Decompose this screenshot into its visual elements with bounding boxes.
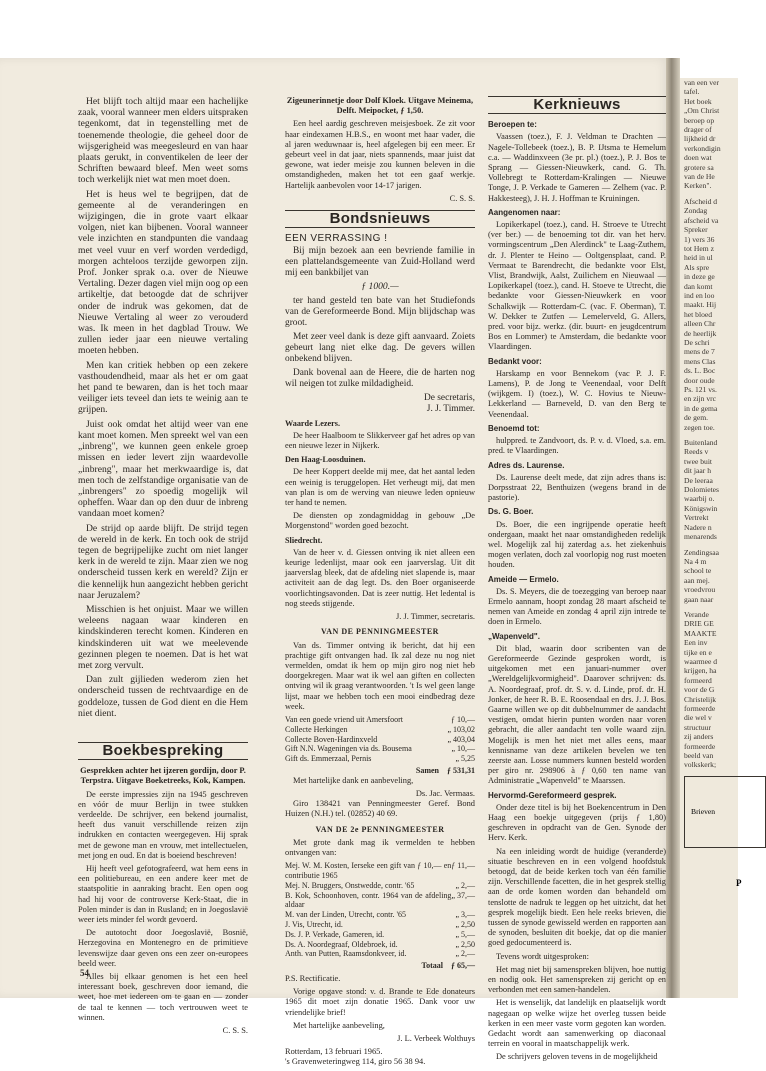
boek-paragraph-3: Alles bij elkaar genomen is het een heel interessant boek, geschreven door iemand, die weet, hoe met iedereen om te gaan en — zonder de taal te kennen — toch vertrouwen weet te winnen. [78, 972, 248, 1022]
adjacent-line: formeerde [684, 704, 716, 713]
adjacent-line: door oude [684, 375, 715, 385]
penning-line-row [285, 744, 475, 754]
boek-review [78, 790, 248, 1023]
adjacent-line: formeerde [684, 741, 716, 751]
aangenomen-title: Aangenomen naar: [488, 207, 561, 217]
penning2-line-row [285, 910, 475, 920]
ameide-title: Ameide — Ermelo. [488, 574, 559, 584]
boer-p: Ds. Boer, die een ingrijpende operatie heeft ondergaan, maakt het naar omstandigheden redelijk wel. Mogelijk zal hij zaterdag a.s. het ziekenhuis mogen verlaten, doch zal voorlopig nog rust moeten houden. [488, 519, 666, 570]
adjacent-line: Het boek [684, 96, 712, 106]
adjacent-line: structuur [684, 722, 711, 732]
loosduinen-title: Den Haag-Loosduinen. [285, 455, 366, 465]
hervormd-paragraph-4: Het is wenselijk, dat landelijk en plaatselijk wordt nagegaan op welke wijze het overleg tussen beide kerken in een meer vaste vorm gegoten kan worden. Gedacht wordt aan samenwerking op diaconaal terrein en vooral in maatschappelijk werk. [488, 998, 666, 1049]
siedrecht-sign: J. J. Timmer, secretaris. [396, 612, 475, 622]
ameide-p: Ds. S. Meyers, die de toezegging van beroep naar Ermelo aannam, hoopt zondag 28 maart afscheid te nemen van Ameide en zondag 4 april zijn intrede te doen in Ermelo. [488, 586, 666, 627]
col1-paragraph-6: Dan zult gijlieden wederom zien het onderscheid tussen de rechtvaardige en de goddeloze, tussen de God dient en die Hem niet dient. [78, 674, 248, 719]
adjacent-line: vroedvrou [684, 585, 716, 595]
waarde-title: Waarde Lezers. [285, 418, 341, 428]
adjacent-line: grotere sa [684, 162, 714, 172]
adjacent-page-box [684, 776, 766, 848]
adjacent-line: het bloed [684, 309, 713, 319]
waarde-p: De heer Haalboom te Slikkerveer gaf het adres op van een nieuwe lezer in Nijkerk. [285, 430, 475, 451]
hervormd-paragraph-5: De schrijvers geloven tevens in de mogelijkheid [496, 1052, 658, 1062]
penning2-line-label: Ds. J. P. Verkade, Gameren, id. [285, 929, 385, 939]
penning-thanks: Met hartelijke dank en aanbeveling, [293, 775, 414, 785]
adjacent-line: heid in ul [684, 253, 713, 263]
benoemd-p: hulppred. te Zandvoort, ds. P. v. d. Vloed, s.a. em. pred. te Vlaardingen. [488, 436, 666, 456]
beroepen-p: Vaassen (toez.), F. J. Veldman te Drachten — Nagele-Tollebeek (toez.), B. P. IJtsma te Hemelum c.a. — Waddinxveen (3e pr. pl.) (toez.), P. J. Bos te Sprang — Giessen-Nieuwkerk, cand. G. Th. Vollebregt te Rotterdam-Kralingen — Nieuwe Tonge, J. P. Verkade te Gameren — Zelhem (vac. P. Hakkesteeg), J. H. J. Hoffman te Kruiningen. [488, 132, 666, 203]
adjacent-line: Een inv [684, 638, 708, 648]
verrassing-title: EEN VERRASSING ! [285, 233, 388, 245]
hervormd-paragraph-0: Onder deze titel is bij het Boekencentrum in Den Haag een boekje uitgegeven (prijs ƒ 1,80) geschreven in opdracht van de Gen. Synode der Herv. Kerk. [488, 802, 666, 843]
column-1 [78, 96, 248, 1039]
penning-line-label: Gift N.N. Wageningen via ds. Bousema [285, 744, 412, 754]
bondsnieuws-heading: Bondsnieuws [285, 210, 475, 228]
penning-line-value: „ 403,04 [447, 734, 475, 744]
penning-line-label: Gift ds. Emmerzaal, Pernis [285, 754, 372, 764]
verrassing-amount: ƒ 1000.— [361, 281, 399, 293]
column-2 [285, 96, 475, 1071]
loosduinen-p1: De heer Koppert deelde mij mee, dat het aantal leden een weinig is teruggelopen. Het verheugt mij, dat men van plan is om de werving van nieuwe leden opnieuw ter hand te nemen. [285, 467, 475, 508]
zigeuner-sign: C. S. S. [449, 193, 475, 203]
adjacent-line: De leeraa [684, 475, 713, 485]
bedankt-title: Bedankt voor: [488, 356, 542, 366]
adjacent-line: van de He [684, 172, 715, 182]
penning-line-label: Collecte Herkingen [285, 724, 348, 734]
adjacent-line: afscheid va [684, 215, 719, 225]
column-3 [488, 96, 666, 1066]
penning2-line-row [285, 940, 475, 950]
ps-text: Vorige opgave stond: v. d. Brande te Ede donateurs 1965 dit moet zijn donatie 1965. Dank voor uw vriendelijke brief! [285, 987, 475, 1017]
penning-line-row [285, 715, 475, 725]
adjacent-line: dit jaar h [684, 466, 711, 476]
bedankt-p: Harskamp en voor Bennekom (vac P. J. F. Lamens), P. de Jong te Veenendaal, voor Delft (wijkgem. I) (toez.), W. C. Hovius te Nieuw-Lekkerland — Barneveld, D. van den Berg te Veenendaal. [488, 368, 666, 419]
adjacent-line: Verande [684, 609, 709, 619]
adjacent-line: menarends [684, 532, 717, 542]
adres-p: Ds. Laurense deelt mede, dat zijn adres thans is: Dorpsstraat 22, Benthuizen (wegens brand in de pastorie). [488, 472, 666, 503]
adjacent-line: lijkheid dr [684, 134, 716, 144]
adjacent-line: ind en loo [684, 290, 715, 300]
adjacent-line: beroep op [684, 115, 715, 125]
hervormd-paragraph-3: Het mag niet bij samenspreken blijven, hoe nuttig en nodig ook. Het samenspreken zij gericht op en verbonden met een samen-handelen. [488, 964, 666, 995]
adjacent-line: aan mej. [684, 575, 710, 585]
penning2-total-label: Totaal [421, 961, 443, 971]
ps-date: Rotterdam, 13 februari 1965. [285, 1047, 383, 1057]
adjacent-line: Spreker [684, 225, 708, 235]
penning2-line-value: ƒ 11,— [451, 861, 475, 871]
penning2-line-row [285, 861, 475, 881]
penning2-line-label: Mej. W. M. Kosten, Ierseke een gift van ƒ 10,— en contributie 1965 [285, 861, 452, 880]
adjacent-line: de heerlijk [684, 328, 717, 338]
adjacent-line: voor de G [684, 685, 715, 695]
penning2-total-row [285, 961, 475, 971]
adjacent-line: tafel. [684, 87, 700, 97]
hervormd-title: Hervormd-Gereformeerd gesprek. [488, 790, 617, 800]
page-number: 54 [80, 968, 89, 978]
adjacent-line: formeerd [684, 675, 712, 685]
adjacent-line: Dolomietes [684, 485, 720, 495]
boek-paragraph-0: De eerste impressies zijn na 1945 geschreven en vóór de muur Berlijn in twee stukken verdeelde. De schrijver, een bekend journalist, heeft dus vanuit verschillende reizen zijn indrukken en contacten weergegeven. Hij sprak met de gewone man en vrouw, met intellectuelen, met jong en oud. En dat is boeiend beschreven! [78, 789, 248, 860]
penning-total: ƒ 531,31 [447, 765, 475, 775]
verrassing-p3: Met zeer veel dank is deze gift aanvaard. Zoiets gebeurt lang niet elke dag. De gevers willen onbekend blijven. [285, 331, 475, 364]
adjacent-line: waarbij o. [684, 494, 715, 504]
adjacent-line: ds. L. Boc [684, 366, 716, 376]
penning-line-row [285, 754, 475, 764]
hervormd-article [488, 803, 666, 1063]
penning2-line-value: „ 2,50 [455, 919, 475, 929]
penning2-line-row [285, 949, 475, 959]
kerknieuws-heading: Kerknieuws [488, 96, 666, 114]
adjacent-line: dan komt [684, 281, 713, 291]
penning2-line-value: „ 5,— [455, 929, 475, 939]
adjacent-line: Buitenland [684, 438, 718, 448]
penning2-line-label: Anth. van Putten, Raamsdonkveer, id. [285, 949, 407, 959]
adjacent-line: Als spre [684, 262, 710, 272]
boer-title: Ds. G. Boer. [488, 507, 534, 517]
adjacent-line: Kerken". [684, 181, 712, 191]
penning2-line-label: J. Vis, Utrecht, id. [285, 919, 343, 929]
boek-paragraph-2: De autotocht door Joegoslavië, Bosnië, Herzegovina en Montenegro en de primitieve levenswijze daar geven ons een zeer on-europees beeld weer. [78, 928, 248, 968]
adjacent-line: en zijn vrc [684, 394, 717, 404]
adjacent-line: Königswin [684, 503, 718, 513]
adjacent-line: tot Hem z [684, 243, 714, 253]
penning2-line-value: „ 2,— [455, 949, 475, 959]
penning2-line-label: M. van der Linden, Utrecht, contr. '65 [285, 910, 406, 920]
col1-paragraph-3: Juist ook omdat het altijd weer van ene kant moet komen. Men spreekt wel van een „inbreng", we kunnen geen enkele groep missen en ieder levert zijn waardevolle „inbreng", maar het merkwaardige is, dat men toch de zelfstandige organisatie van de „inbrengers" zo spoedig mogelijk wil opheffen. Waar dan op den duur de inbreng vandaan moet komen? [78, 418, 248, 520]
penning2-line-label: Mej. N. Bruggers, Onstwedde, contr. '65 [285, 880, 415, 890]
verrassing-p2: ter hand gesteld ten bate van het Studiefonds van de Gereformeerde Bond. Mijn blijdschap was groot. [285, 295, 475, 328]
penning2-line-value: „ 2,— [455, 880, 475, 890]
boekbespreking-heading: Boekbespreking [78, 742, 248, 760]
adjacent-line: „Om Christ [684, 106, 720, 116]
adjacent-line: alleen Chr [684, 319, 716, 329]
adjacent-line: in de gema [684, 403, 718, 413]
penning2-line-value: „ 37,— [451, 890, 475, 900]
adjacent-line: Zondag [684, 206, 708, 216]
wapenveld-title: „Wapenveld". [488, 631, 540, 641]
penning-total-label: Samen [415, 765, 439, 775]
adjacent-line: Christelijk [684, 694, 717, 704]
penning-heading: VAN DE PENNINGMEESTER [321, 627, 439, 637]
penning2-heading: VAN DE 2e PENNINGMEESTER [315, 824, 445, 834]
adjacent-line: krijgen, ha [684, 666, 717, 676]
verrassing-p4: Dank bovenal aan de Heere, die de harten nog wil neigen tot zulke mildadigheid. [285, 367, 475, 389]
penning-line-value: „ 103,02 [447, 724, 475, 734]
penning-line-row [285, 725, 475, 735]
penning2-line-row [285, 881, 475, 891]
adjacent-line: gaan naar [684, 594, 714, 604]
boek-sign: C. S. S. [222, 1026, 248, 1036]
adjacent-line: zij anders [684, 732, 714, 742]
siedrecht-p: Van de heer v. d. Giessen ontving ik niet alleen een keurige ledenlijst, maar ook een jaarverslag. Uit dit jaarverslag bleek, dat de afdeling niet slapende is, maar activiteit aan de dag legt. Ds. den Boer organiseerde voorlichtingsavonden. Dat is zeer nuttig. Het ledental is nog steeds stijgende. [285, 547, 475, 608]
col1-paragraph-4: De strijd op aarde blijft. De strijd tegen de wereld in de kerk. En toch ook de strijd tegen de begrijpelijke zucht om niet langer kerk in de wereld te zijn. Maar zien we nog onderscheid tussen kerk en wereld? Zijn er die kennelijk hun aangezicht hebben gericht naar Jeruzalem? [78, 522, 248, 601]
penning2-line-row [285, 930, 475, 940]
ps-thanks: Met hartelijke aanbeveling, [293, 1020, 385, 1030]
adjacent-line: school te [684, 566, 712, 576]
adjacent-line: de gem. [684, 413, 709, 423]
adjacent-line: die wel v [684, 713, 712, 723]
penning-total-row [285, 766, 475, 776]
penning-line-label: Collecte Boven-Hardinxveld [285, 734, 378, 744]
penning2-line-value: „ 2,50 [455, 939, 475, 949]
adjacent-line: Na 4 m [684, 556, 707, 566]
penning-line-label: Van een goede vriend uit Amersfoort [285, 714, 403, 724]
adjacent-page [680, 78, 742, 998]
benoemd-title: Benoemd tot: [488, 423, 540, 433]
adjacent-line: drager of [684, 125, 712, 135]
col1-paragraph-0: Het blijft toch altijd maar een hachelijke zaak, vooral wanneer men elders uitspraken tegenkomt, dat in tegenstelling met de toenemende theologie, die geheel door de wijsgerigheid was meegesleurd en van haar plaats gerukt, in conventikelen de leer der Schriften bewaard bleef. Men weet soms toch werkelijk niet wat men moet doen. [78, 96, 248, 186]
adjacent-line: De schri [684, 337, 710, 347]
verrassing-p1: Bij mijn bezoek aan een bevriende familie in een plattelandsgemeente van Zuid-Holland werd mij een bankbiljet van [285, 246, 475, 279]
hervormd-paragraph-1: Na een inleiding wordt de huidige (veranderde) situatie beschreven en in een volgend hoofdstuk betoogd, dat de beide kerken toch van één familie zijn. Verschillende facetten, die in het gesprek stellig aan de orde komen worden dan behandeld om tenslotte de nadruk te leggen op het uitzicht, dat het gesprek mogelijk biedt. Een hele reeks brieven, die tussen de synode gewisseld werden en rapporten aan de synoden, besluiten dit boekje, dat op die manier goed gedocumenteerd is. [488, 846, 666, 948]
penning2-line-label: Ds. A. Noordegraaf, Oldebroek, id. [285, 939, 398, 949]
page-gutter [666, 58, 680, 998]
penning2-line-label: B. Kok, Schoonhoven, contr. 1964 van de afdeling aldaar [285, 890, 452, 910]
adjacent-line: Ps. 121 vs. [684, 385, 717, 394]
adjacent-line: DRIE GE [684, 619, 714, 629]
adres-title: Adres ds. Laurense. [488, 460, 565, 470]
adjacent-line: van een ver [684, 78, 719, 87]
wapenveld-p: Dit blad, waarin door scribenten van de Gereformeerde Gezinde gesproken wordt, is uitgekomen met een januari-nummer over „Wereldgelijkvormigheid". Daarover schrijven: ds. A. Noordegraaf, prof. dr. S. v. d. Linde, prof. dr. H. Jonker, de heer R. B. E. Roosendaal en drs. J. J. Bos. Gaarne willen we op dit dubbelnummer de aandacht vestigen, omdat hierin punten worden naar voren gebracht, die aller aandacht ten volle waard zijn. Mogelijk is men het niet met alles eens, maar kennisname van deze artikelen bevelen we ten zeerste aan. Losse nummers kunnen besteld worden per giro nr. 298906 à ƒ 0,60 ten name van Administratie „Wapenveld" te Maarssen. [488, 643, 666, 786]
verrassing-name: J. J. Timmer. [426, 403, 475, 414]
aangenomen-p: Lopikerkapel (toez.), cand. H. Stroeve te Utrecht (ver ber.) — de benoeming tot dir. van het herv. vormingscentrum „Den Alerdinck" te Laag-Zuthem, dr. J. Plenter te Heino — Ooltgensplaat, cand. P. Vermaat te Barendrecht, die bedankte voor Elst, Vlist, Brandwijk, Aalst, Zuilichem en Nieuwaal — Lopikerkapel (toez.), cand. H. Stoeve te Utrecht, die bedankte voor Giessen-Nieuwkerk en voor Schalkwijk — Rotterdam-C. (vac. F. Oberman), T. W. Dekker te Zutfen — Lemelerveld, G. Allers, pred. voor bijz. werkz. (dir. buurt- en jeugdcentrum Bos en Lommer) te Amsterdam, die bedankte voor Vlaardingen. [488, 220, 666, 352]
adjacent-line: Vertrekt [684, 513, 709, 523]
penning-p: Van ds. Timmer ontving ik bericht, dat hij een prachtige gift ontvangen had. Ik zal deze nu nog niet vermelden, omdat ik hem op mijn giro nog niet heb doorgekregen. Maar wat ik wel aan giften en collecten ontving wil ik graag verantwoorden. 't Is wel geen lange lijst, maar we hebben toch een mooi eindbedrag deze week. [285, 640, 475, 711]
col1-paragraph-2: Men kan critiek hebben op een zekere vasthoudendheid, maar als het er om gaat het pand te bewaren, dan is het toch maar veiliger iets teveel dan iets te weinig aan te grijpen. [78, 359, 248, 416]
adjacent-line: Reeds v [684, 447, 709, 457]
adjacent-line: mens de 7 [684, 347, 715, 357]
col1-paragraph-5: Misschien is het onjuist. Maar we willen weleens nagaan waar kinderen en kindskinderen terecht komen. Kinderen en kindskinderen uit wat we meelevende gezinnen plegen te noemen. Dat is het wat met zorg vervult. [78, 603, 248, 671]
penning-name: Ds. Jac. Vermaas. [415, 788, 475, 798]
penning-ledger [285, 715, 475, 764]
boek-paragraph-1: Hij heeft veel gefotografeerd, wat hem eens in een politiebureau, en een andere keer met de staatspolitie in aanraking bracht. Een open oog had hij voor de controverse Kerk-Staat, die in Polen minder is dan in Rusland; en in Joegoslavië weer iets minder fel wordt gevoerd. [78, 864, 248, 925]
adjacent-line: Afscheid d [684, 196, 718, 206]
ps-addr: 's Gravenweteringweg 114, giro 56 38 94. [285, 1057, 426, 1067]
penning-line-value: ƒ 10,— [451, 714, 475, 724]
adjacent-line: 1) vers 36 [684, 234, 715, 244]
loosduinen-p2: De diensten op zondagmiddag in gebouw „De Morgenstond" worden goed bezocht. [285, 511, 475, 531]
adjacent-line: mens Clas [684, 356, 716, 366]
ps-name: J. L. Verbeek Wolthuys [397, 1033, 475, 1043]
adjacent-line: in deze ge [684, 272, 715, 282]
adjacent-line: doen wat [684, 153, 712, 163]
adjacent-line: MAAKTE [684, 628, 717, 638]
zigeuner-paragraph: Een heel aardig geschreven meisjesboek. Ze zit voor haar eindexamen H.B.S., en woont met haar vader, die al jaren weduwnaar is, heel afgelegen bij een meer. Er gebeurt veel in dat jaar, niets spannends, maar juist dat gewone, wat ieder meisje zou kunnen beleven in die omstandigheden, maken het tot een gaaf werkje. Hartelijk aanbevolen voor 14-17 jarigen. [285, 119, 475, 190]
zigeuner-title: Zigeunerinnetje door Dolf Kloek. Uitgave Meinema, Delft. Meipocket, ƒ 1,50. [286, 96, 474, 116]
adjacent-page-text [680, 78, 738, 770]
adjacent-box-text: Brieven [691, 806, 716, 816]
adjacent-line: verkondigin [684, 143, 721, 153]
adjacent-bottom-letter: P [736, 877, 742, 888]
verrassing-role: De secretaris, [423, 392, 475, 403]
adjacent-line: beeld van [684, 751, 714, 761]
siedrecht-title: Sliedrecht. [285, 535, 323, 545]
col1-article [78, 96, 248, 719]
adjacent-line: twee buit [684, 456, 713, 466]
penning2-line-row [285, 920, 475, 930]
adjacent-line: volkskerk; [684, 760, 717, 770]
penning2-line-row [285, 891, 475, 911]
adjacent-line: Nadere n [684, 522, 712, 532]
adjacent-line: zegen toe. [684, 422, 715, 432]
penning2-intro: Met grote dank mag ik vermelden te hebben ontvangen van: [285, 837, 475, 857]
hervormd-paragraph-2: Tevens wordt uitgesproken: [496, 951, 589, 961]
boek-title: Gesprekken achter het ijzeren gordijn, door P. Terpstra. Uitgave Boeketreeks, Kok, Kampen. [80, 766, 246, 786]
adjacent-line: maakt. Hij [684, 300, 717, 310]
col1-paragraph-1: Het is heus wel te begrijpen, dat de gemeente al de veranderingen en wijzigingen, die in grote vaart elkaar volgen, niet kan bijbenen. Vooral wanneer vele inzichten en standpunten die vandaag met veel vuur en verf worden verdedigd, morgen achteloos terzijde geworpen zijn. Prof. Jonker sprak o.a. over de Nieuwe Vertaling. Dezer dagen viel mijn oog op een artikeltje, dat betoogde dat de schrijver onder de indruk was gekomen, dat de Nieuwe Vertaling al weer zo verouderd was. Ik meen in het dagblad Trouw. We zullen ieder jaar een nieuwe vertaling moeten hebben. [78, 188, 248, 357]
penning-line-row [285, 735, 475, 745]
adjacent-line: waarmee d [684, 656, 718, 666]
ps-title: P.S. Rectificatie. [285, 973, 341, 983]
penning2-total: ƒ 65,— [451, 961, 475, 971]
penning-line-value: „ 10,— [451, 744, 475, 754]
penning2-line-value: „ 3,— [455, 910, 475, 920]
beroepen-title: Beroepen te: [488, 120, 537, 130]
adjacent-line: Zendingsaa [684, 547, 720, 557]
penning2-ledger [285, 861, 475, 959]
penning-giro: Giro 138421 van Penningmeester Geref. Bond Huizen (N.H.) tel. (02852) 40 69. [285, 799, 475, 819]
adjacent-line: tijke en e [684, 647, 712, 657]
penning-line-value: „ 5,25 [455, 754, 475, 764]
